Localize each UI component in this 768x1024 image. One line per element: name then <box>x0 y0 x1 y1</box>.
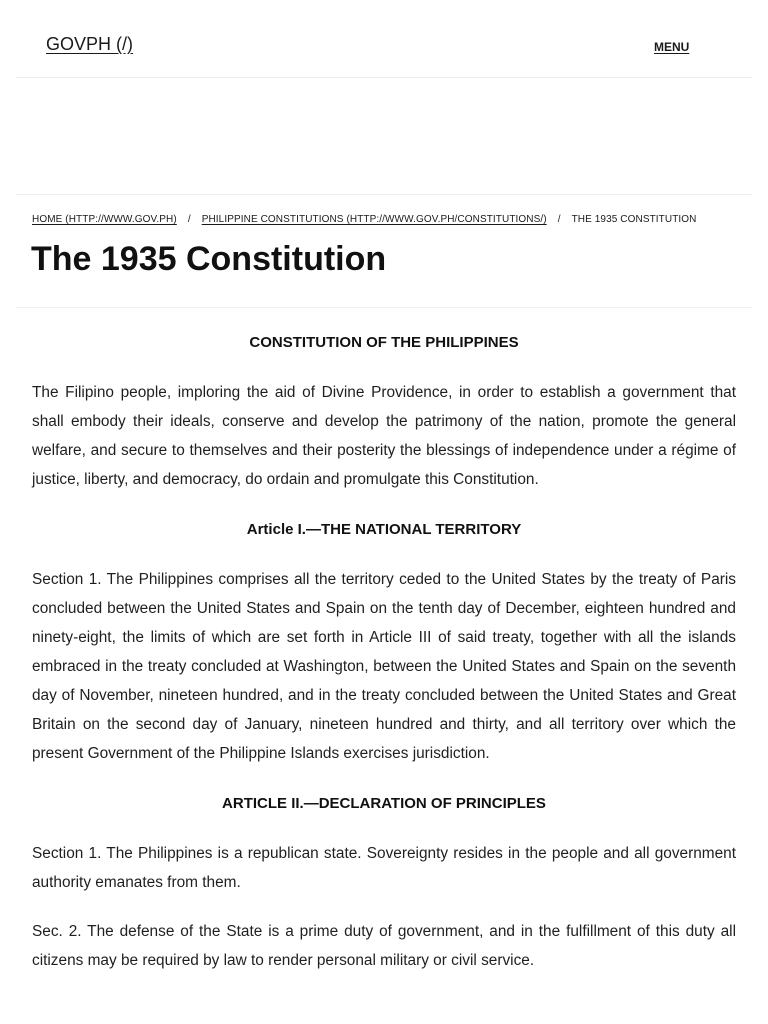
article-heading: Article I.—THE NATIONAL TERRITORY <box>246 521 522 538</box>
section-paragraph: Section 1. The Philippines is a republican state. Sovereignty resides in the people and all government authority emanates from them. <box>32 845 736 891</box>
breadcrumb <box>32 214 697 225</box>
document-body <box>32 328 736 975</box>
section-paragraph: Section 1. The Philippines comprises all the territory ceded to the United States by the treaty of Paris concluded between the United States and Spain on the tenth day of December, eighteen hundred and ninety-eight, the limits of which are set forth in Article III of said treaty, together with all the islands embraced in the treaty concluded at Washington, between the United States and Spain on the seventh day of November, nineteen hundred, and in the treaty concluded between the United States and Great Britain on the second day of January, nineteen hundred and thirty, and all territory over which the present Government of the Philippine Islands exercises jurisdiction. <box>32 571 736 762</box>
breadcrumb-separator: / <box>187 214 191 225</box>
banner-area <box>16 78 752 195</box>
top-navigation-bar <box>16 0 752 78</box>
breadcrumb-current-page: THE 1935 CONSTITUTION <box>571 214 697 225</box>
preamble-paragraph: The Filipino people, imploring the aid of Divine Providence, in order to establish a government that shall embody their ideals, conserve and develop the patrimony of the nation, promote the general welfare, and secure to themselves and their posterity the blessings of independence under a régime of justice, liberty, and democracy, do ordain and promulgate this Constitution. <box>32 384 736 488</box>
title-divider <box>16 307 752 308</box>
breadcrumb-home-link[interactable]: HOME (HTTP://WWW.GOV.PH) <box>32 214 177 225</box>
page-title: The 1935 Constitution <box>31 240 387 278</box>
section-paragraph: Sec. 2. The defense of the State is a prime duty of government, and in the fulfillment of this duty all citizens may be required by law to render personal military or civil service. <box>32 923 736 969</box>
menu-button[interactable]: MENU <box>654 40 690 54</box>
breadcrumb-separator: / <box>557 214 561 225</box>
article-heading: ARTICLE II.—DECLARATION OF PRINCIPLES <box>222 795 546 812</box>
govph-home-link[interactable]: GOVPH (/) <box>46 34 134 54</box>
breadcrumb-constitutions-link[interactable]: PHILIPPINE CONSTITUTIONS (HTTP://WWW.GOV.PH/CONSTITUTIONS/) <box>201 214 547 225</box>
document-heading: CONSTITUTION OF THE PHILIPPINES <box>249 334 519 351</box>
